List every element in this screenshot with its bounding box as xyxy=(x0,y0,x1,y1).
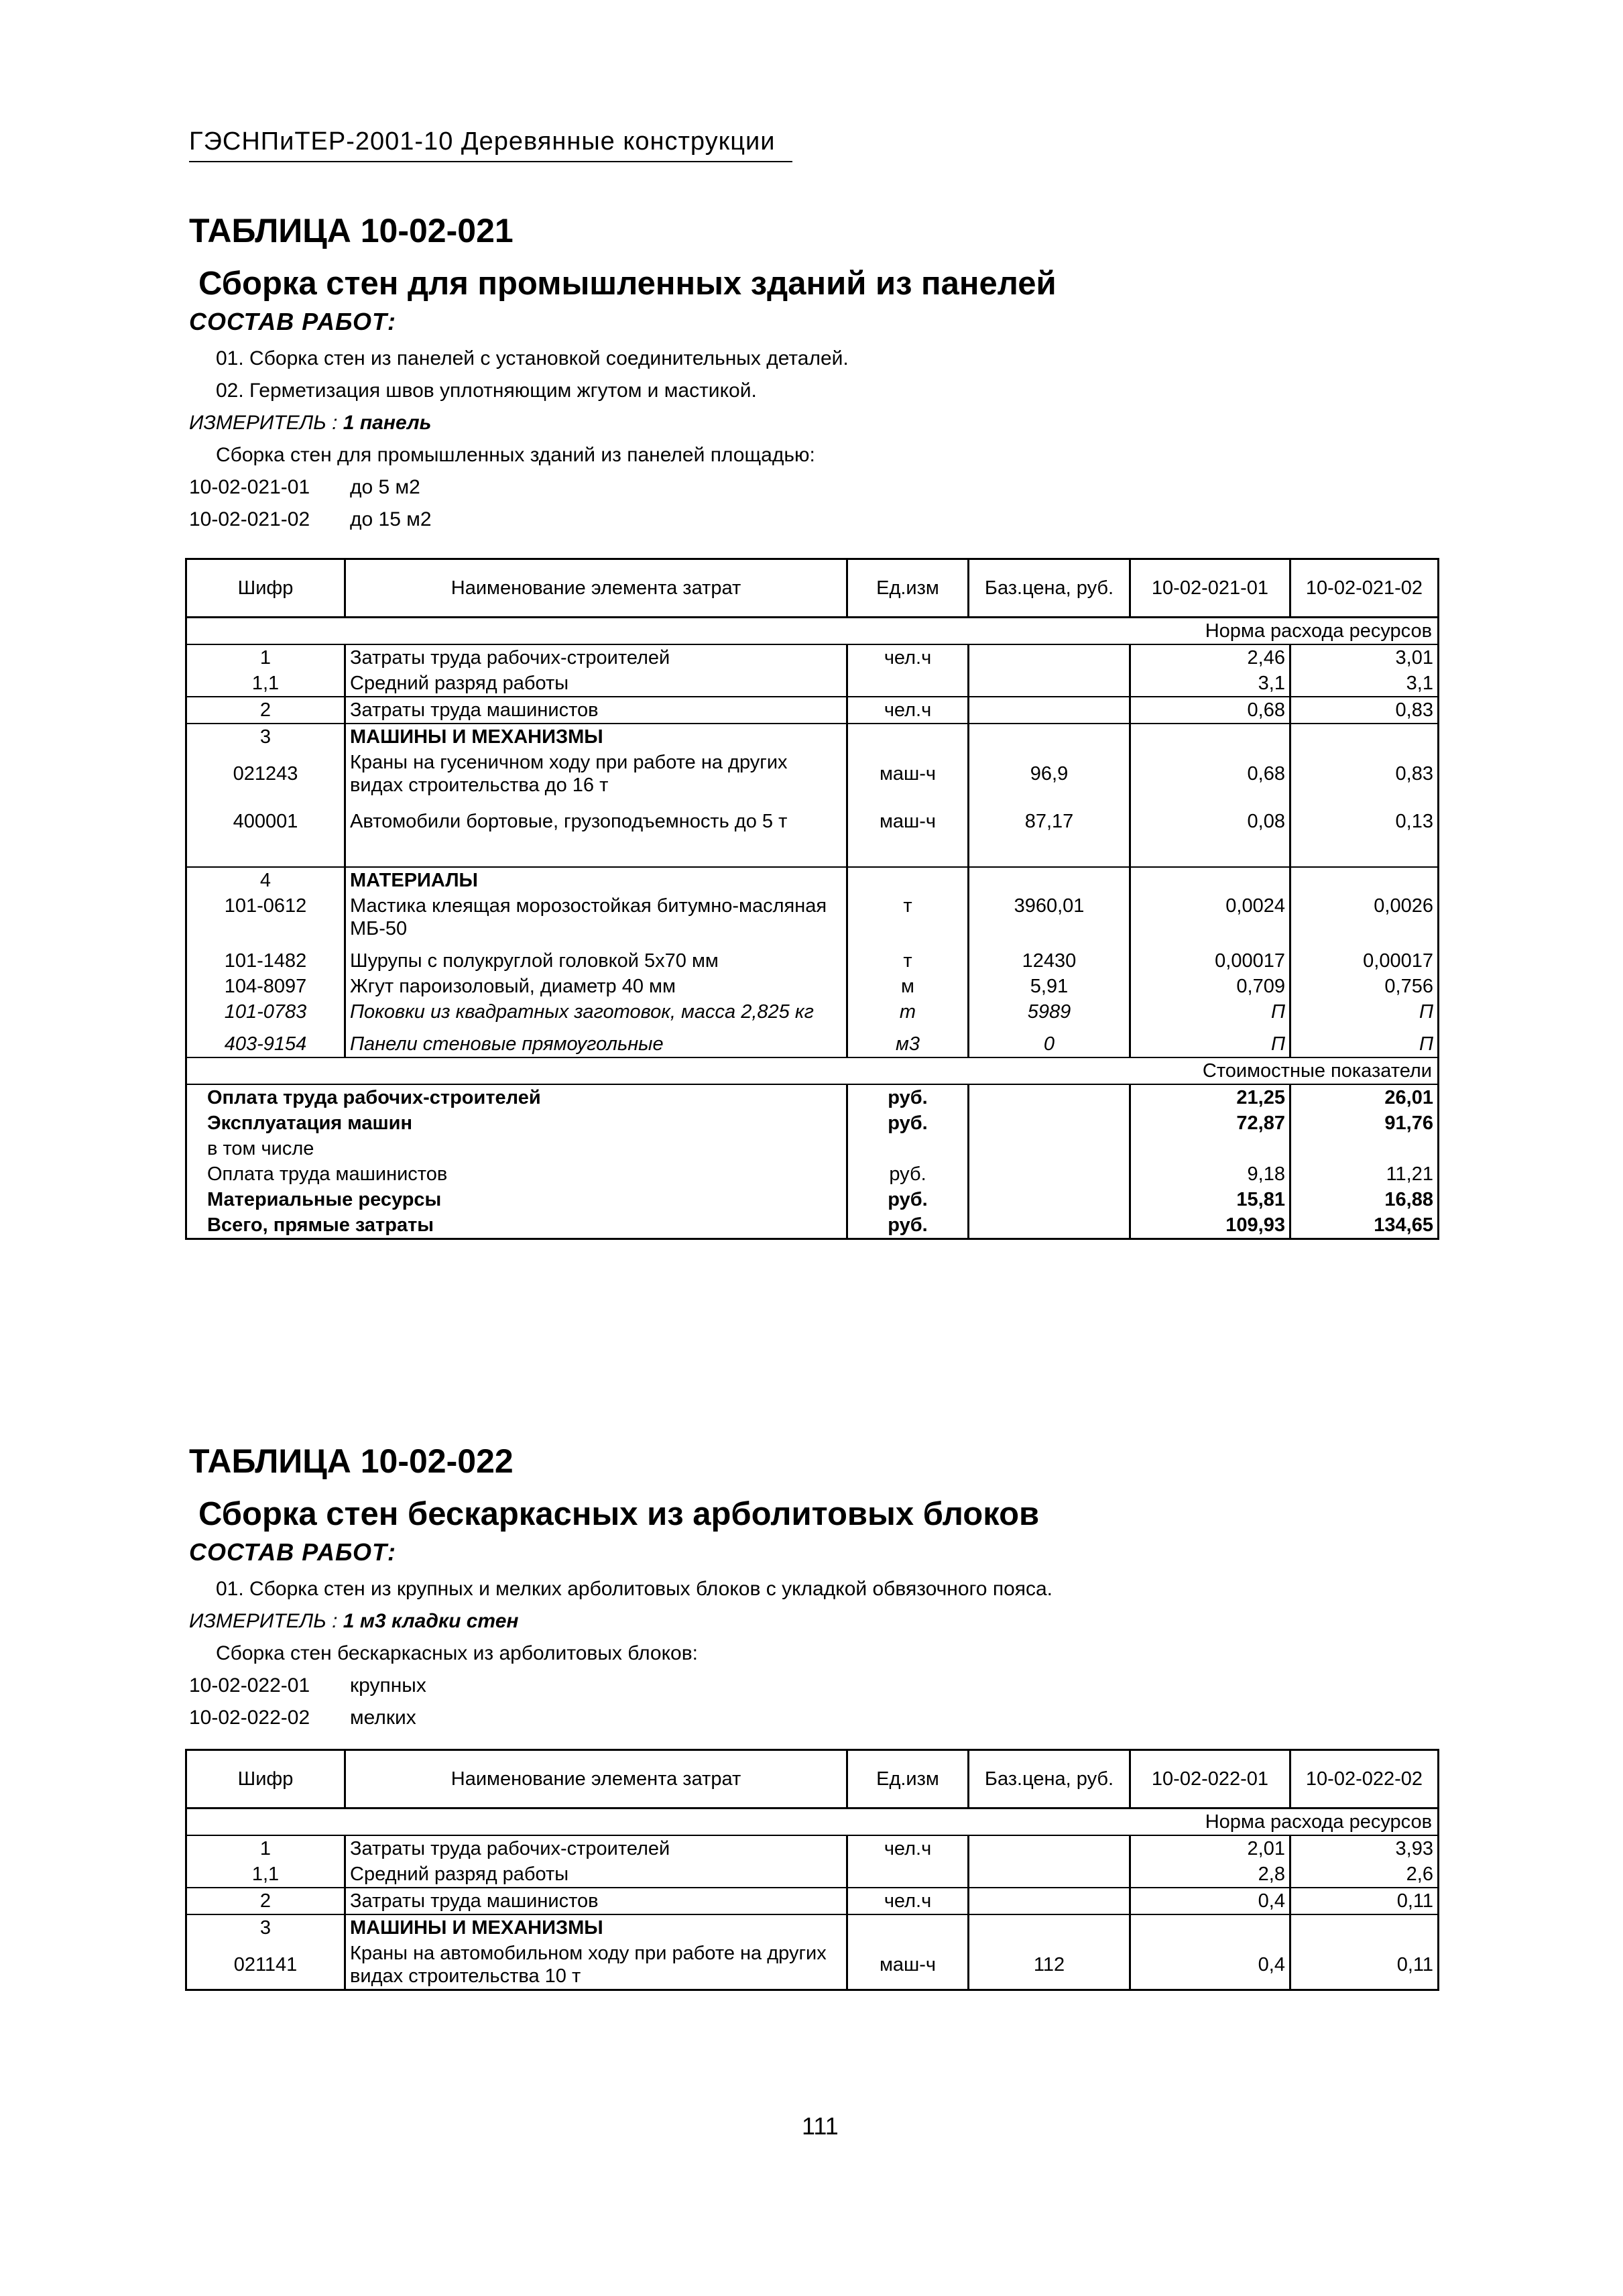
cell-value-1: 9,18 xyxy=(1130,1161,1290,1187)
cell-unit: руб. xyxy=(847,1084,969,1110)
norm-label: Норма расхода ресурсов xyxy=(186,1809,1439,1836)
cell-code: 2 xyxy=(186,1888,345,1914)
cell-name: Оплата труда машинистов xyxy=(186,1161,847,1187)
table-subtitle: Сборка стен бескаркасных из арболитовых блоков xyxy=(198,1496,1040,1532)
cell-value-1: 0,4 xyxy=(1130,1888,1290,1914)
section-description: Сборка стен для промышленных зданий из панелей площадью: xyxy=(216,444,815,466)
cell-value-2: 0,11 xyxy=(1396,1954,1433,1975)
header-cell: Баз.цена, руб. xyxy=(969,1750,1130,1809)
cell-name: Краны на гусеничном ходу при работе на других видах строительства до 16 т xyxy=(345,750,847,798)
cost-row xyxy=(186,1084,1439,1110)
section-description: Сборка стен бескаркасных из арболитовых блоков: xyxy=(216,1642,699,1664)
cell-value-1: 15,81 xyxy=(1130,1187,1290,1212)
cell-unit: руб. xyxy=(847,1212,969,1239)
cell-code: 1 xyxy=(186,644,345,671)
table-row xyxy=(186,798,1439,867)
table-header-row xyxy=(186,1750,1439,1809)
cell-price: 0 xyxy=(969,1025,1130,1057)
cell-value-1: 2,46 xyxy=(1130,644,1290,671)
cell-code: 403-9154 xyxy=(186,1025,345,1057)
cell-price xyxy=(969,1187,1130,1212)
cost-row xyxy=(186,1110,1439,1136)
header-cell: Шифр xyxy=(186,1750,345,1809)
cell-unit: чел.ч xyxy=(847,644,969,671)
norm-band-row xyxy=(186,618,1439,645)
cell-value-2: 2,6 xyxy=(1406,1863,1433,1885)
cell-unit xyxy=(847,1136,969,1161)
cell-value-1 xyxy=(1130,867,1290,893)
cell-value-2: 3,93 xyxy=(1395,1838,1433,1859)
cell-value-2: 0,83 xyxy=(1395,763,1433,785)
cell-price xyxy=(969,1110,1130,1136)
cell-unit: чел.ч xyxy=(847,1835,969,1861)
cost-row xyxy=(186,1187,1439,1212)
cell-value-2: 3,1 xyxy=(1406,673,1433,694)
meter-label: ИЗМЕРИТЕЛЬ : xyxy=(189,412,338,434)
cell-price xyxy=(969,1136,1130,1161)
code-text: до 5 м2 xyxy=(350,476,420,498)
table-row xyxy=(186,1861,1439,1888)
cell-unit xyxy=(847,724,969,750)
cell-name: Оплата труда рабочих-строителей xyxy=(186,1084,847,1110)
cell-unit: маш-ч xyxy=(847,1941,969,1990)
meter-line xyxy=(189,407,1463,439)
cell-name: Шурупы с полукруглой головкой 5х70 мм xyxy=(345,941,847,974)
table-row xyxy=(186,1914,1439,1941)
cell-price: 112 xyxy=(969,1941,1130,1990)
cell-name: МАТЕРИАЛЫ xyxy=(345,867,847,893)
cell-name: Автомобили бортовые, грузоподъемность до 5 т xyxy=(345,798,847,867)
work-item: 02. Герметизация швов уплотняющим жгутом и мастикой. xyxy=(216,380,757,402)
table-row xyxy=(186,1025,1439,1057)
resource-table-1 xyxy=(185,558,1439,1240)
meter-label: ИЗМЕРИТЕЛЬ : xyxy=(189,1610,338,1632)
cell-code: 101-1482 xyxy=(186,941,345,974)
header-cell: Баз.цена, руб. xyxy=(969,559,1130,618)
code-text: до 15 м2 xyxy=(350,508,432,530)
header-cell: 10-02-022-01 xyxy=(1130,1750,1290,1809)
cell-unit xyxy=(847,1914,969,1941)
table-row xyxy=(186,893,1439,941)
cell-value-2: 134,65 xyxy=(1374,1214,1433,1236)
cell-code: 101-0783 xyxy=(186,999,345,1025)
table-row xyxy=(186,697,1439,724)
cell-code: 021141 xyxy=(186,1941,345,1990)
cell-unit xyxy=(847,671,969,697)
cell-value-1: 0,4 xyxy=(1130,1941,1290,1990)
cell-unit: м xyxy=(847,974,969,999)
cost-row xyxy=(186,1212,1439,1239)
cell-code: 3 xyxy=(186,724,345,750)
cell-value-2: 0,13 xyxy=(1395,811,1433,832)
cell-unit: маш-ч xyxy=(847,750,969,798)
cell-name: Всего, прямые затраты xyxy=(186,1212,847,1239)
cell-value-2: 91,76 xyxy=(1384,1112,1433,1134)
cell-value-2: П xyxy=(1419,1033,1433,1055)
cell-code: 1,1 xyxy=(186,1861,345,1888)
cell-value-1: 3,1 xyxy=(1130,671,1290,697)
table-title: ТАБЛИЦА 10-02-021 xyxy=(189,212,514,249)
cell-value-1: 0,0024 xyxy=(1130,893,1290,941)
cell-unit: т xyxy=(847,999,969,1025)
cell-name: Затраты труда рабочих-строителей xyxy=(345,1835,847,1861)
cell-value-1 xyxy=(1130,1914,1290,1941)
work-item: 01. Сборка стен из панелей с установкой соединительных деталей. xyxy=(216,347,849,369)
header-cell: Шифр xyxy=(186,559,345,618)
cell-code: 104-8097 xyxy=(186,974,345,999)
cell-name: Мастика клеящая морозостойкая битумно-масляная МБ-50 xyxy=(345,893,847,941)
cell-name: Краны на автомобильном ходу при работе на других видах строительства 10 т xyxy=(345,1941,847,1990)
cell-value-1: 0,08 xyxy=(1130,798,1290,867)
cell-code: 2 xyxy=(186,697,345,724)
code-list xyxy=(189,471,1463,536)
cell-price xyxy=(969,644,1130,671)
cell-unit: руб. xyxy=(847,1161,969,1187)
table-row xyxy=(186,999,1439,1025)
cell-price xyxy=(969,1914,1130,1941)
cell-code: 3 xyxy=(186,1914,345,1941)
meter-line xyxy=(189,1605,1463,1638)
cell-unit xyxy=(847,1861,969,1888)
table-row xyxy=(186,724,1439,750)
cell-value-1: 2,8 xyxy=(1130,1861,1290,1888)
cell-unit: т xyxy=(847,941,969,974)
code: 10-02-021-02 xyxy=(189,508,310,530)
header-cell: 10-02-022-02 xyxy=(1290,1750,1439,1809)
cell-value-2: 0,756 xyxy=(1384,976,1433,997)
cell-value-1: 0,68 xyxy=(1130,697,1290,724)
cell-value-1: П xyxy=(1130,999,1290,1025)
cell-unit: чел.ч xyxy=(847,1888,969,1914)
cell-name: Средний разряд работы xyxy=(345,1861,847,1888)
cell-name: МАШИНЫ И МЕХАНИЗМЫ xyxy=(345,724,847,750)
cell-code: 400001 xyxy=(186,798,345,867)
cell-unit: маш-ч xyxy=(847,798,969,867)
cell-name: Затраты труда машинистов xyxy=(345,1888,847,1914)
document-header: ГЭСНПиТЕР-2001-10 Деревянные конструкции xyxy=(189,127,776,156)
cell-name: МАШИНЫ И МЕХАНИЗМЫ xyxy=(345,1914,847,1941)
cell-value-2 xyxy=(1290,1136,1439,1161)
cell-unit: м3 xyxy=(847,1025,969,1057)
cell-price: 5989 xyxy=(969,999,1130,1025)
sostav-label: СОСТАВ РАБОТ: xyxy=(189,308,396,335)
cell-value-2 xyxy=(1290,867,1439,893)
cell-code: 021243 xyxy=(186,750,345,798)
cell-name: Поковки из квадратных заготовок, масса 2,825 кг xyxy=(345,999,847,1025)
cell-value-1: П xyxy=(1130,1025,1290,1057)
cell-name: Затраты труда машинистов xyxy=(345,697,847,724)
section-10-02-022 xyxy=(189,1442,1463,1734)
cell-value-1: 0,68 xyxy=(1130,750,1290,798)
cell-value-1: 21,25 xyxy=(1130,1084,1290,1110)
table-row xyxy=(186,1888,1439,1914)
cell-price: 12430 xyxy=(969,941,1130,974)
cost-band-row xyxy=(186,1057,1439,1084)
cell-price xyxy=(969,1888,1130,1914)
cell-value-1: 72,87 xyxy=(1130,1110,1290,1136)
code-list xyxy=(189,1670,1463,1734)
cell-price xyxy=(969,867,1130,893)
cell-unit: т xyxy=(847,893,969,941)
table-row xyxy=(186,974,1439,999)
cell-value-1: 2,01 xyxy=(1130,1835,1290,1861)
work-item: 01. Сборка стен из крупных и мелких арболитовых блоков с укладкой обвязочного пояса. xyxy=(216,1578,1053,1600)
cell-code: 101-0612 xyxy=(186,893,345,941)
cell-unit xyxy=(847,867,969,893)
cell-value-2: 0,00017 xyxy=(1363,950,1433,972)
cell-price xyxy=(969,1161,1130,1187)
cell-value-1 xyxy=(1130,724,1290,750)
cell-price xyxy=(969,697,1130,724)
cell-price xyxy=(969,1835,1130,1861)
cell-price xyxy=(969,724,1130,750)
cell-value-1 xyxy=(1130,1136,1290,1161)
table-subtitle: Сборка стен для промышленных зданий из панелей xyxy=(198,266,1057,302)
cell-price: 5,91 xyxy=(969,974,1130,999)
code-text: крупных xyxy=(350,1674,426,1697)
cost-label: Стоимостные показатели xyxy=(186,1057,1439,1084)
cell-code: 1 xyxy=(186,1835,345,1861)
table-row xyxy=(186,941,1439,974)
cost-row xyxy=(186,1136,1439,1161)
cell-unit: руб. xyxy=(847,1110,969,1136)
page-number: 111 xyxy=(802,2112,839,2140)
cell-price xyxy=(969,671,1130,697)
code-text: мелких xyxy=(350,1707,416,1729)
code: 10-02-021-01 xyxy=(189,476,310,498)
cell-price: 87,17 xyxy=(969,798,1130,867)
table-row xyxy=(186,1941,1439,1990)
table-row xyxy=(186,644,1439,671)
cell-unit: руб. xyxy=(847,1187,969,1212)
cell-name: Панели стеновые прямоугольные xyxy=(345,1025,847,1057)
header-cell: Наименование элемента затрат xyxy=(345,1750,847,1809)
cell-value-2: 11,21 xyxy=(1386,1163,1433,1185)
cell-name: Жгут пароизоловый, диаметр 40 мм xyxy=(345,974,847,999)
cell-price xyxy=(969,1212,1130,1239)
section-10-02-021 xyxy=(189,211,1463,536)
cell-name: Средний разряд работы xyxy=(345,671,847,697)
cell-code: 1,1 xyxy=(186,671,345,697)
table-row xyxy=(186,671,1439,697)
sostav-label: СОСТАВ РАБОТ: xyxy=(189,1538,396,1566)
header-cell: Ед.изм xyxy=(847,559,969,618)
cell-value-2: П xyxy=(1419,1001,1433,1023)
cell-unit: чел.ч xyxy=(847,697,969,724)
cell-price: 3960,01 xyxy=(969,893,1130,941)
norm-label: Норма расхода ресурсов xyxy=(186,618,1439,645)
cell-value-2: 26,01 xyxy=(1384,1087,1433,1108)
cell-value-2 xyxy=(1290,724,1439,750)
header-rule xyxy=(189,161,792,162)
cost-row xyxy=(186,1161,1439,1187)
header-cell: 10-02-021-01 xyxy=(1130,559,1290,618)
cell-value-2 xyxy=(1290,1914,1439,1941)
cell-price xyxy=(969,1084,1130,1110)
table-header-row xyxy=(186,559,1439,618)
code: 10-02-022-01 xyxy=(189,1674,310,1697)
resource-table-2 xyxy=(185,1749,1439,1991)
meter-value: 1 м3 кладки стен xyxy=(343,1610,519,1632)
table-row xyxy=(186,1835,1439,1861)
norm-band-row xyxy=(186,1809,1439,1836)
cell-value-2: 3,01 xyxy=(1395,647,1433,669)
cell-price: 96,9 xyxy=(969,750,1130,798)
cell-name: Затраты труда рабочих-строителей xyxy=(345,644,847,671)
header-cell: Наименование элемента затрат xyxy=(345,559,847,618)
header-cell: 10-02-021-02 xyxy=(1290,559,1439,618)
table-row xyxy=(186,750,1439,798)
table-row xyxy=(186,867,1439,893)
cell-name: в том числе xyxy=(186,1136,847,1161)
cell-name: Эксплуатация машин xyxy=(186,1110,847,1136)
meter-value: 1 панель xyxy=(343,412,432,434)
cell-name: Материальные ресурсы xyxy=(186,1187,847,1212)
cell-code: 4 xyxy=(186,867,345,893)
cell-value-2: 0,11 xyxy=(1290,1888,1439,1914)
code: 10-02-022-02 xyxy=(189,1707,310,1729)
cell-value-1: 0,00017 xyxy=(1130,941,1290,974)
table-title: ТАБЛИЦА 10-02-022 xyxy=(189,1442,514,1480)
cell-value-2: 0,83 xyxy=(1290,697,1439,724)
cell-price xyxy=(969,1861,1130,1888)
cell-value-1: 0,709 xyxy=(1130,974,1290,999)
cell-value-1: 109,93 xyxy=(1130,1212,1290,1239)
cell-value-2: 0,0026 xyxy=(1374,895,1433,917)
header-cell: Ед.изм xyxy=(847,1750,969,1809)
cell-value-2: 16,88 xyxy=(1384,1189,1433,1210)
